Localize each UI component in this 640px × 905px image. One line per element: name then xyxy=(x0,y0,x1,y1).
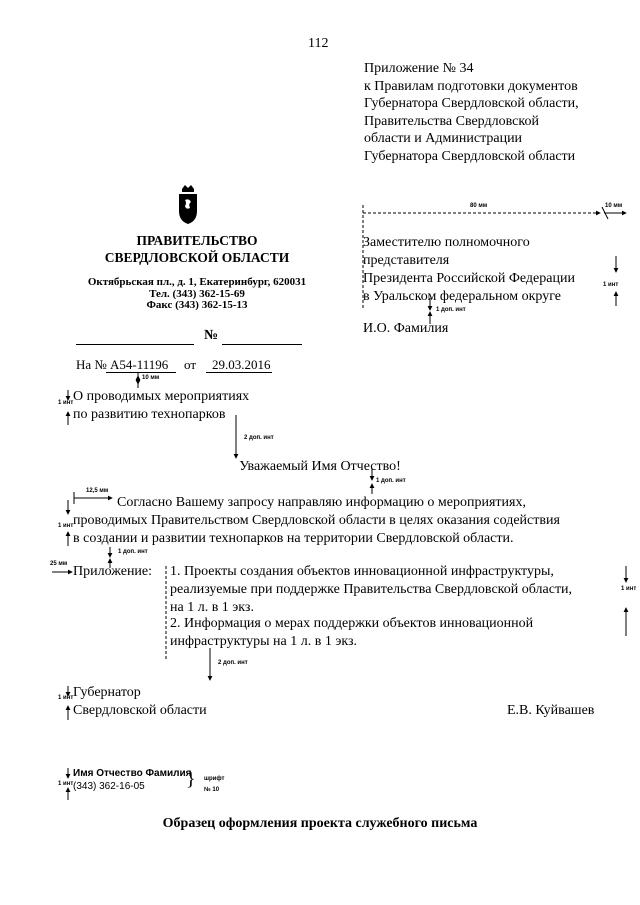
annotation-indent-12-5: 12,5 мм xyxy=(86,488,109,494)
sender-org-line1: ПРАВИТЕЛЬСТВО xyxy=(136,233,258,248)
body-line: Согласно Вашему запросу направляю информацию о мероприятиях, xyxy=(117,495,526,510)
number-sign: № xyxy=(204,328,219,343)
attachment-item2-line1: 2. Информация о мерах поддержки объектов инновационной xyxy=(170,616,534,631)
attachment-item2-line2: инфраструктуры на 1 л. в 1 экз. xyxy=(170,634,358,649)
appendix-line: к Правилам подготовки документов xyxy=(364,78,578,94)
body-line: в создании и развитии технопарков на территории Свердловской области. xyxy=(73,531,514,546)
body-line: проводимых Правительством Свердловской области в целях оказания содействия xyxy=(73,513,560,528)
ref-prefix: На № xyxy=(76,357,107,372)
sender-fax: Факс (343) 362-15-13 xyxy=(146,299,248,311)
addressee-line: Президента Российской Федерации xyxy=(363,271,575,286)
subject-line2: по развитию технопарков xyxy=(73,407,226,422)
addressee-line: представителя xyxy=(363,253,450,268)
annotation-one-dop-int: 1 доп. инт xyxy=(376,478,406,484)
attachment-item1-line2: реализуемые при поддержке Правительства Свердловской области, xyxy=(170,582,573,597)
addressee-name: И.О. Фамилия xyxy=(363,321,449,336)
annotation-one-int: 1 инт xyxy=(58,523,74,529)
executor-brace: } xyxy=(186,768,196,790)
annotation-one-int: 1 инт xyxy=(603,282,619,288)
appendix-line: области и Администрации xyxy=(364,131,523,146)
annotation-one-dop-int: 1 доп. инт xyxy=(118,549,148,555)
annotation-one-dop-int: 1 доп. инт xyxy=(436,307,466,313)
sender-address: Октябрьская пл., д. 1, Екатеринбург, 620031 xyxy=(87,276,307,288)
signature-position-line1: Губернатор xyxy=(73,685,141,700)
salutation: Уважаемый Имя Отчество! xyxy=(239,459,401,474)
annotation-one-int: 1 инт xyxy=(621,586,637,592)
executor-font-note-line1: шрифт xyxy=(204,776,225,782)
annotation-indent-25: 25 мм xyxy=(50,561,68,567)
annotation-one-int: 1 инт xyxy=(58,781,74,787)
appendix-line: Губернатора Свердловской области, xyxy=(364,96,579,111)
signature-name: Е.В. Куйвашев xyxy=(507,703,595,718)
executor-font-note-line2: № 10 xyxy=(204,787,220,793)
ref-date: 29.03.2016 xyxy=(212,357,271,372)
ref-number: А54-11196 xyxy=(110,357,169,372)
annotation-one-int: 1 инт xyxy=(58,695,74,701)
signature-position-line2: Свердловской области xyxy=(73,703,207,718)
ref-from: от xyxy=(184,357,197,372)
subject-line1: О проводимых мероприятиях xyxy=(73,389,250,404)
executor-phone: (343) 362-16-05 xyxy=(73,781,145,792)
executor-name: Имя Отчество Фамилия xyxy=(73,768,192,779)
addressee-line: Заместителю полномочного xyxy=(363,235,530,250)
document-caption: Образец оформления проекта служебного письма xyxy=(162,816,478,831)
sender-phone: Тел. (343) 362-15-69 xyxy=(149,288,245,300)
addressee-line: в Уральском федеральном округе xyxy=(363,289,562,304)
attachment-label: Приложение: xyxy=(73,564,153,579)
annotation-width-80: 80 мм xyxy=(470,203,488,209)
annotation-ten-mm: 10 мм xyxy=(142,375,160,381)
sender-org-line2: СВЕРДЛОВСКОЙ ОБЛАСТИ xyxy=(104,250,290,265)
attachment-item1-line3: на 1 л. в 1 экз. xyxy=(170,600,254,615)
annotation-one-int: 1 инт xyxy=(58,400,74,406)
page-number: 112 xyxy=(308,36,329,51)
annotation-two-dop-int: 2 доп. инт xyxy=(218,660,248,666)
appendix-line: Приложение № 34 xyxy=(364,61,474,76)
annotation-two-dop-int: 2 доп. инт xyxy=(244,435,274,441)
annotation-width-10: 10 мм xyxy=(605,203,623,209)
appendix-line: Губернатора Свердловской области xyxy=(364,148,576,164)
appendix-line: Правительства Свердловской xyxy=(364,113,539,129)
attachment-item1-line1: 1. Проекты создания объектов инновационной инфраструктуры, xyxy=(170,564,554,579)
